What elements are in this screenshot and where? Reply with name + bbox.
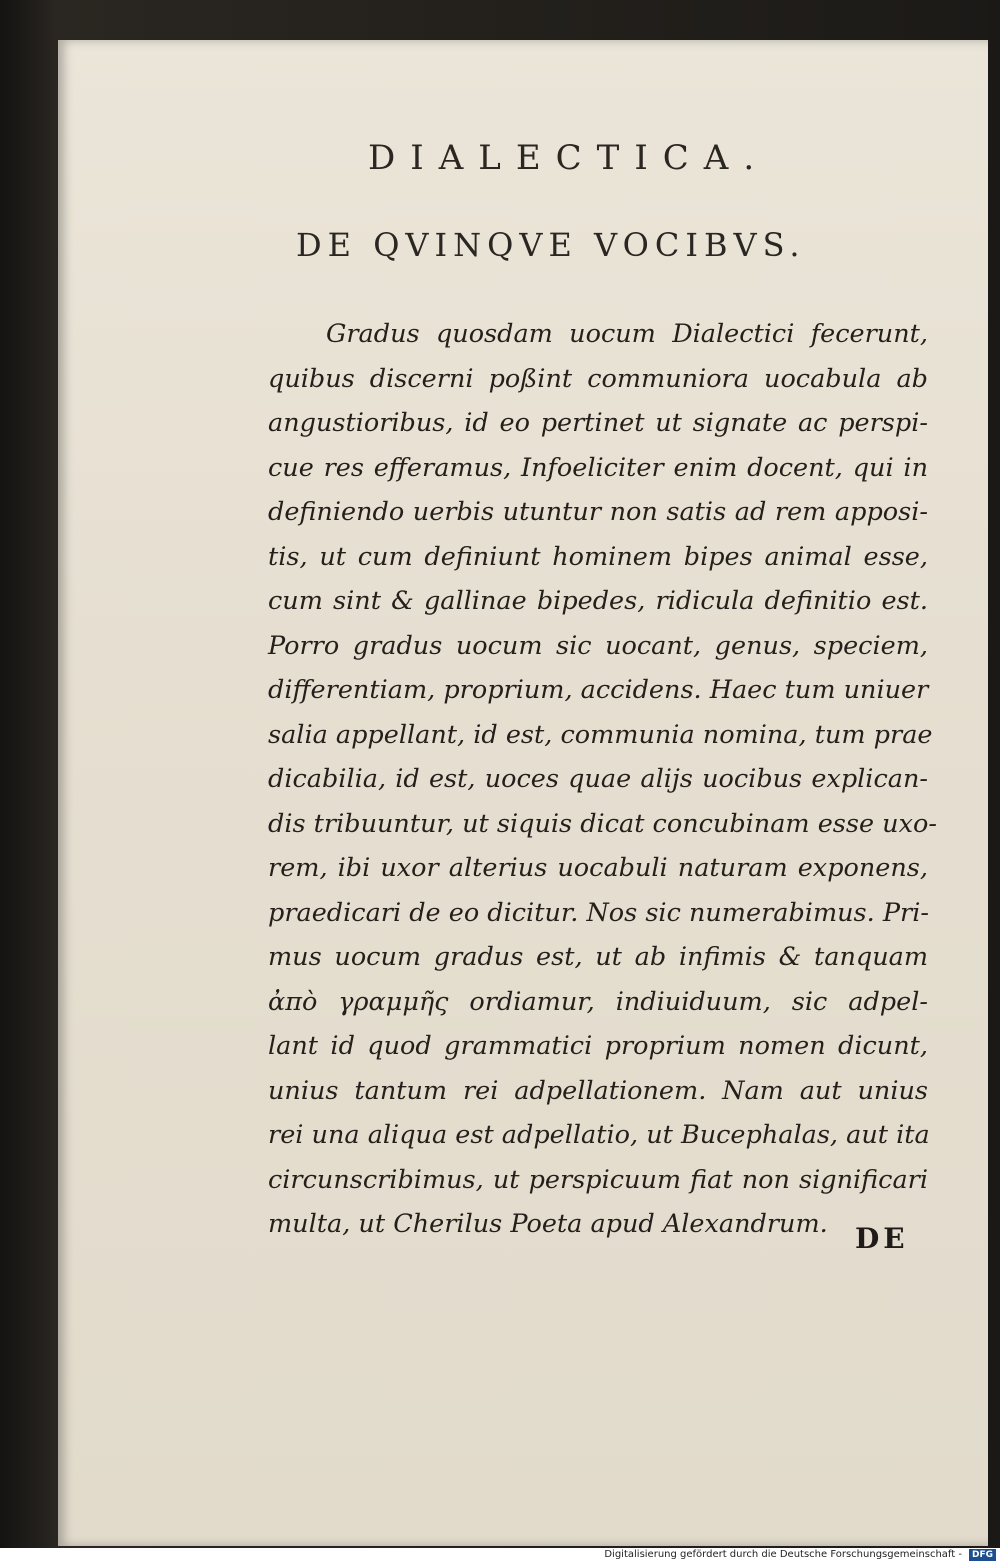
body-line: salia appellant, id est, communia nomina, tum prae bbox=[268, 719, 933, 750]
body-line: quibus discerni poßint communiora uocabula ab bbox=[268, 363, 928, 394]
body-line: unius tantum rei adpellationem. Nam aut unius bbox=[268, 1075, 928, 1106]
body-line: differentiam, proprium, accidens. Haec tum uniuer bbox=[268, 675, 929, 705]
body-text bbox=[268, 312, 937, 1247]
body-line: angustioribus, id eo pertinet ut signate ac perspi- bbox=[268, 408, 928, 438]
body-line: definiendo uerbis utuntur non satis ad rem apposi- bbox=[268, 497, 928, 527]
body-line: ἀπὸ γραμμῆς ordiamur, indiuiduum, sic adpel- bbox=[268, 986, 928, 1017]
body-line: dicabilia, id est, uoces quae alijs uocibus explican- bbox=[268, 764, 928, 794]
body-line: mus uocum gradus est, ut ab infimis & tanquam bbox=[268, 942, 928, 972]
dfg-logo: DFG bbox=[969, 1549, 996, 1561]
body-line: cum sint & gallinae bipedes, ridicula definitio est. bbox=[268, 586, 928, 616]
body-line: rei una aliqua est adpellatio, ut Bucephalas, aut ita bbox=[268, 1120, 930, 1150]
body-line: praedicari de eo dicitur. Nos sic numerabimus. Pri- bbox=[268, 897, 929, 928]
body-line: cue res efferamus, Infoeliciter enim docent, qui in bbox=[268, 452, 928, 483]
body-line: Porro gradus uocum sic uocant, genus, speciem, bbox=[268, 630, 928, 661]
footer-credit: Digitalisierung gefördert durch die Deutsche Forschungsgemeinschaft - bbox=[604, 1549, 962, 1560]
running-head: DIALECTICA. bbox=[368, 138, 770, 178]
body-line: circunscribimus, ut perspicuum fiat non significari bbox=[268, 1164, 928, 1195]
body-line: rem, ibi uxor alterius uocabuli naturam exponens, bbox=[268, 853, 928, 883]
section-title: DE QVINQVE VOCIBVS. bbox=[296, 226, 806, 264]
footer-bar bbox=[0, 1548, 1000, 1562]
body-line: tis, ut cum definiunt hominem bipes animal esse, bbox=[268, 541, 928, 572]
catchword: DE bbox=[855, 1222, 909, 1255]
body-line: dis tribuuntur, ut siquis dicat concubinam esse uxo- bbox=[268, 808, 937, 839]
body-line: lant id quod grammatici proprium nomen dicunt, bbox=[268, 1031, 928, 1061]
body-line: multa, ut Cherilus Poeta apud Alexandrum. bbox=[268, 1209, 828, 1239]
body-line: Gradus quosdam uocum Dialectici fecerunt, bbox=[326, 319, 928, 349]
scan-edge bbox=[988, 0, 1000, 1548]
